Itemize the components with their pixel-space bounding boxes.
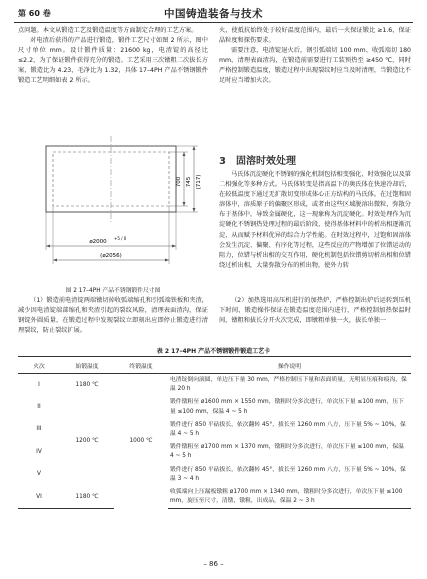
fire-cell: III [36, 426, 42, 433]
ops-cell: 锻件镦粗至 ø1700 mm × 1370 mm，镦粗时分多次进行，单次压下量 ≤100 mm，保温 4 ~ 5 h [170, 444, 404, 460]
dim-tolerance-label: +5 / 0 [114, 236, 127, 241]
header-issue: 第 60 卷 [18, 9, 51, 18]
table-header-cell: 始锻温度 [60, 357, 114, 374]
section-heading [219, 152, 306, 167]
paragraph: 马氏体沉淀硬化不锈钢的强化机制包括相变强化、时效强化以及第二相强化等多种方式。马氏体转变是指高温下的奥氏体在快速冷却后，在较低温度下通过无扩散切变形成体心正方结构的马氏体。在过饱和固溶体中，溶质原子的偏聚区形成，或者由这些区域脱溶出微粒，弥散分布于基体中，导致金属硬化，这一现象称为沉淀硬化。时效处理作为沉淀硬化不锈钢热处理过程的最后阶段，使得基体材料中的析出相逐渐沉淀，从而赋予材料优异的综合力学性能。在时效过程中，过饱和固溶体会发生沉淀、偏聚、有序化等过程，这些反应的产物增加了位错运动的阻力，位错与析出相的交互作用，硬化机制包括位错剪切析出相和位错绕过析出相，大量弥散分布的析出物，使外力转 [219, 171, 411, 269]
table-caption: 表 2 17–4PH 产品不锈钢锻件锻造工艺卡 [156, 348, 271, 355]
fire-cell: IV [36, 448, 42, 455]
dim-height-label: 745 [186, 176, 192, 188]
paragraph: （1）锻造前电渣锭两端镦切掉收弧端缩孔和引弧端铁板和夹渣，减少因电渣锭端部缩孔和夹渣引起的裂纹风险，清理表面渣沟，保证钢锭外圆质量，在锻造过程中发现裂纹立即刻出应即停止锻造进行清理裂纹，防止裂纹扩展。 [18, 297, 208, 335]
paragraph: 点问题。本文从锻造工艺及锻造温度等方面制定合理的工艺方案。 [18, 27, 198, 34]
figure-caption: 图 2 17–4PH 产品不锈钢锻件尺寸图 [65, 288, 161, 294]
table-header-row [18, 357, 411, 374]
end-temp-cell: 1000 ℃ [129, 437, 153, 444]
table-header-cell: 操作说明 [168, 357, 411, 374]
start-temp-cell: 1180 ℃ [60, 486, 114, 509]
header-journal-title: 中国铸造装备与技术 [164, 8, 263, 20]
start-temp-cell: 1180 ℃ [75, 381, 99, 388]
paragraph: 对电渣后获得的产品进行锻造，锻件工艺尺寸如图 2 所示，图中尺寸单位 mm。设计锻件质量：21600 kg，电渣锭的高径比 ≤2.2，为了保证锻件获得充分的锻造。工艺采用三次镦粗二次拔长方案，锻造比为 4.23，毛净比为 1.32，具体 17–4PH 产品不锈钢锻件锻造工艺明细如表 2 所示。 [18, 37, 208, 85]
start-temp-cell: 1200 ℃ [75, 437, 99, 444]
dim-height-label: 700 [176, 176, 182, 188]
right-column [219, 26, 411, 87]
ops-cell: 锻件进行 850 平砧拔长，依次翻转 45°，拔长至 1260 mm 八方，压下量 5% ~ 10%，保温 4 ~ 5 h [170, 421, 406, 438]
header-rule [14, 22, 413, 23]
table-row [18, 396, 411, 418]
right-column-lower [219, 170, 411, 271]
forging-dimension-figure [18, 118, 208, 294]
fire-cell: VI [18, 486, 60, 509]
dim-height-label: (717) [196, 174, 202, 190]
ops-cell: 收弧端向上压漏板镦粗 ø1700 mm × 1340 mm，镦粗时分多次进行，单次压下量 ≤100 mm，旋压至尺寸，清镦，镦粗，出成品，保温 2 ~ 3 h [168, 486, 411, 509]
fire-cell: II [37, 404, 41, 410]
forging-process-table [18, 356, 411, 509]
ops-cell: 锻件镦粗至 ø1600 mm × 1550 mm，镦粗时分多次进行，单次压下量 ≤100 mm，压下量 ≤100 mm，保温 4 ~ 5 h [170, 399, 404, 415]
dim-width-label: ø2000 [89, 239, 107, 245]
page-number: – 86 – [203, 560, 224, 568]
dim-inner-label: (ø2056) [100, 253, 122, 259]
left-column [18, 26, 208, 87]
paragraph: （2）加热选用高压机进行的加热炉，严格控制出炉后运转到压机下时间，锻造操作保证在锻造温度范围内进行，严格控制加热保温时间，镦粗和拔长分开火次完成，即镦粗单独一火，拔长单独一 [219, 297, 411, 325]
right-column-cont [219, 296, 411, 326]
forging-drawing [18, 118, 208, 288]
paragraph: 需要注意，电渣锭退火后，钢引弧端切 100 mm、收弧端切 180 mm，清理表面渣沟，在锻造前需要进行工装预热至 ≥450 ℃，同时严格控制锻造温度，锻造过程中出现裂纹时应当及时清理，当锻造比不足时应当增加火次。 [219, 47, 411, 85]
ops-cell: 电渣锭倒向滚圆，单边压下量 30 mm，严格控制压下量和表面质量，无明显压痕和痕沟，保温 20 h [170, 377, 407, 393]
left-column-lower [18, 296, 208, 336]
fire-cell: V [37, 471, 41, 478]
ops-cell: 锻件进行 850 平砧拔长，依次翻转 45°，拔长至 1260 mm 八方，压下量 5% ~ 10%，保温 3 ~ 4 h [170, 466, 406, 482]
paragraph: 火，使抵抗始终处于较好温度范围内，最后一火保证锻比 ≥1.6，保证晶粒度和探伤要求。 [219, 27, 411, 45]
table-header-cell: 火次 [18, 357, 60, 374]
table-header-cell: 终锻温度 [114, 357, 168, 374]
section-number: 3 [219, 156, 226, 167]
table-row [18, 374, 411, 397]
fire-cell: I [38, 381, 40, 388]
table-row [18, 486, 411, 509]
section-title: 固溶时效处理 [235, 156, 296, 167]
